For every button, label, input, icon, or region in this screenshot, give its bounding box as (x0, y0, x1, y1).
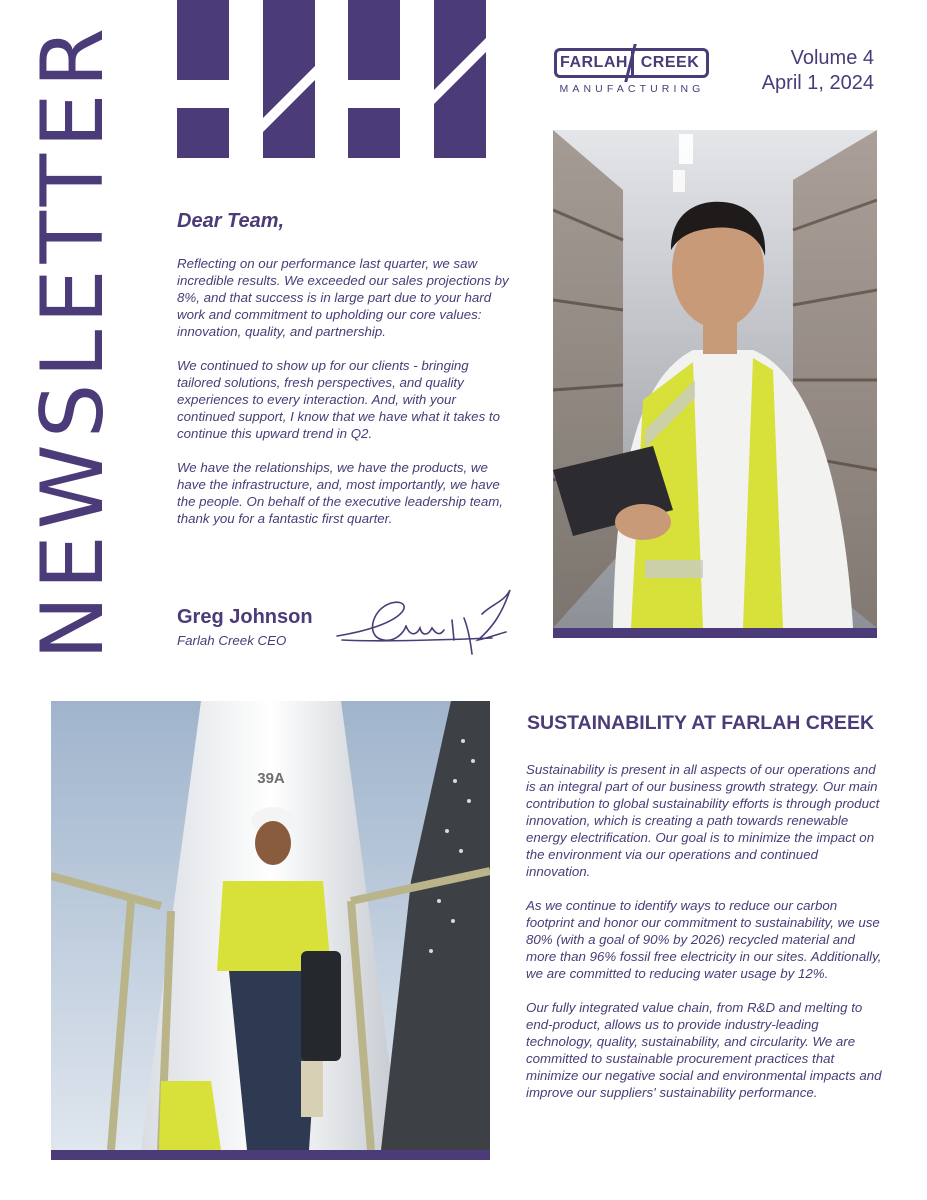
decorative-stripes-graphic (177, 0, 487, 160)
wind-turbine-worker-photo-icon (51, 701, 490, 1150)
ceo-signature (332, 584, 517, 660)
sustainability-heading: SUSTAINABILITY AT FARLAH CREEK (527, 712, 875, 734)
logo-left-word: FARLAH (554, 48, 631, 78)
sustainability-paragraph: As we continue to identify ways to reduce our carbon footprint and honor our commitment to sustainability, we use 80% (with a goal of 90% by 2026) recycled material and more than 96% fossil free electricity in our sites. Additionally, we are committed to reducing water usage by 12%. (526, 898, 882, 981)
letter-body (177, 255, 512, 544)
farlah-creek-logo (554, 48, 710, 100)
sustainability-paragraph: Sustainability is present in all aspects of our operations and is an integral part of our business growth strategy. Our main contribution to global sustainability efforts is through product innovation, which is creating a path towards renewable energy electrification. Our goal is to minimize the impact on the environment via our operations and continued innovation. (526, 762, 880, 879)
signer-name: Greg Johnson (177, 606, 313, 628)
issue-volume: Volume 4 (790, 47, 874, 69)
turbine-photo (51, 701, 490, 1150)
logo-subtitle: MANUFACTURING (559, 83, 705, 95)
warehouse-photo (553, 130, 877, 628)
letter-paragraph: Reflecting on our performance last quarter, we saw incredible results. We exceeded our sales projections by 8%, and that success is in large part due to your hard work and commitment to upholding our core values: innovation, quality, and partnership. (177, 256, 509, 339)
photo-accent-bar (553, 628, 877, 638)
logo-right-word: CREEK (631, 48, 709, 78)
sustainability-body (526, 761, 882, 1118)
letter-paragraph: We have the relationships, we have the products, we have the infrastructure, and, most importantly, we have the people. On behalf of the executive leadership team, thank you for a fantastic first quarter. (177, 460, 503, 526)
photo-accent-bar (51, 1150, 490, 1160)
letter-greeting: Dear Team, (177, 210, 285, 232)
issue-date: April 1, 2024 (761, 72, 874, 94)
issue-info (762, 46, 874, 96)
turbine-label: 39A (257, 770, 285, 787)
letter-paragraph: We continued to show up for our clients - bringing tailored solutions, fresh perspectives, and quality experiences to every interaction. And, with your continued support, I know that we have what it takes to continue this upward trend in Q2. (177, 358, 501, 441)
warehouse-worker-tablet-photo-icon (553, 130, 877, 628)
masthead-title: NEWSLETTER (23, 21, 123, 660)
sustainability-paragraph: Our fully integrated value chain, from R&D and melting to end-product, allows us to provide industry-leading technology, quality, sustainability, and circularity. We are committed to sustainable procurement practices that minimize our negative social and environmental impacts and improve our suppliers' sustainability performance. (526, 1000, 882, 1100)
signer-title: Farlah Creek CEO (177, 633, 287, 648)
